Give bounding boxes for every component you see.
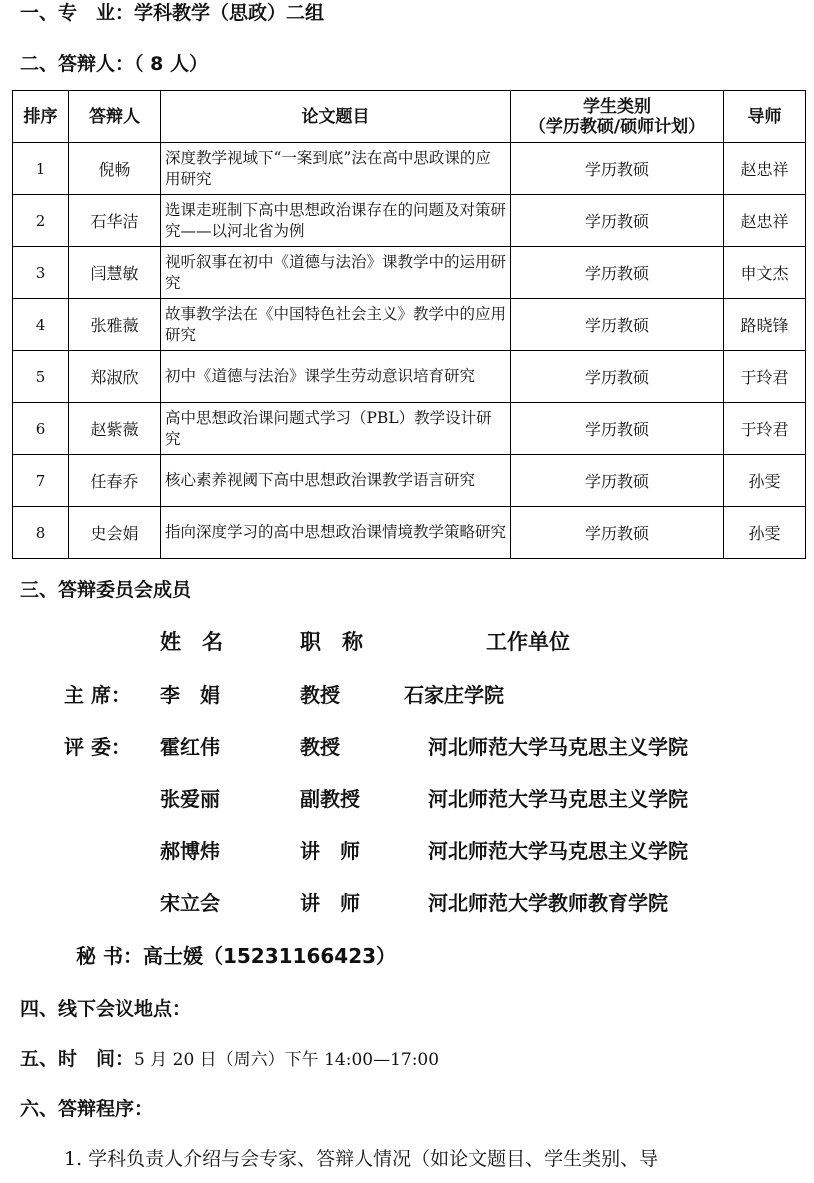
member-title: 讲 师	[300, 839, 360, 863]
cell-category: 学历教硕	[511, 247, 724, 299]
table-row	[13, 351, 806, 403]
header-category-label: 学生类别	[583, 96, 651, 117]
cell-advisor: 于玲君	[724, 351, 806, 403]
section-location-label: 四、线下会议地点：	[20, 998, 192, 1020]
header-category-sub: （学历教硕/硕师计划）	[528, 116, 706, 137]
cell-title: 指向深度学习的高中思想政治课情境教学策略研究	[161, 507, 511, 559]
thesis-table-header-row	[13, 91, 806, 143]
secretary-value: 高士媛（15231166423）	[142, 944, 397, 968]
header-advisor: 导师	[724, 91, 806, 143]
section-time-value: 5 月 20 日（周六）下午 14:00—17:00	[134, 1050, 440, 1070]
cell-order: 6	[13, 403, 69, 455]
section-time	[20, 1047, 439, 1072]
committee-header-title: 职 称	[300, 630, 363, 654]
thesis-table	[12, 90, 806, 559]
member-name: 张爱丽	[160, 787, 220, 811]
cell-advisor: 路晓锋	[724, 299, 806, 351]
cell-title: 选课走班制下高中思想政治课存在的问题及对策研究——以河北省为例	[161, 195, 511, 247]
member-unit: 河北师范大学马克思主义学院	[428, 839, 688, 863]
section-committee	[20, 578, 191, 602]
section-defenders-label: 二、答辩人：	[20, 53, 135, 75]
header-defender: 答辩人	[69, 91, 161, 143]
cell-title: 核心素养视阈下高中思想政治课教学语言研究	[161, 455, 511, 507]
cell-advisor: 申文杰	[724, 247, 806, 299]
cell-title: 视听叙事在初中《道德与法治》课教学中的运用研究	[161, 247, 511, 299]
member-unit: 河北师范大学教师教育学院	[428, 891, 668, 915]
cell-category: 学历教硕	[511, 195, 724, 247]
procedure-text: 1. 学科负责人介绍与会专家、答辩人情况（如论文题目、学生类别、导	[64, 1148, 659, 1170]
header-order: 排序	[13, 91, 69, 143]
chair-title: 教授	[300, 683, 340, 707]
committee-header-unit: 工作单位	[486, 630, 570, 654]
cell-category: 学历教硕	[511, 143, 724, 195]
table-row	[13, 247, 806, 299]
chair-role: 主 席：	[64, 683, 131, 707]
chair-unit: 石家庄学院	[404, 683, 504, 707]
cell-category: 学历教硕	[511, 403, 724, 455]
section-committee-label: 三、答辩委员会成员	[20, 579, 192, 601]
cell-advisor: 于玲君	[724, 403, 806, 455]
cell-order: 7	[13, 455, 69, 507]
header-category	[511, 91, 724, 143]
table-row	[13, 299, 806, 351]
cell-title: 深度教学视域下“一案到底”法在高中思政课的应用研究	[161, 143, 511, 195]
member-unit: 河北师范大学马克思主义学院	[428, 787, 688, 811]
secretary	[76, 944, 396, 968]
chair-name: 李 娟	[160, 683, 220, 707]
section-major-label: 一、专 业：	[20, 2, 135, 24]
cell-defender: 张雅薇	[69, 299, 161, 351]
cell-category: 学历教硕	[511, 455, 724, 507]
section-defenders-value: （ 8 人）	[134, 53, 208, 75]
cell-category: 学历教硕	[511, 507, 724, 559]
member-name: 宋立会	[160, 891, 220, 915]
cell-title: 故事教学法在《中国特色社会主义》教学中的应用研究	[161, 299, 511, 351]
header-title: 论文题目	[161, 91, 511, 143]
member-title: 副教授	[300, 787, 360, 811]
cell-advisor: 赵忠祥	[724, 195, 806, 247]
table-row	[13, 403, 806, 455]
table-row	[13, 195, 806, 247]
cell-defender: 闫慧敏	[69, 247, 161, 299]
cell-order: 5	[13, 351, 69, 403]
member-name: 霍红伟	[160, 735, 220, 759]
table-row	[13, 143, 806, 195]
cell-title: 高中思想政治课问题式学习（PBL）教学设计研究	[161, 403, 511, 455]
section-location	[20, 997, 191, 1021]
cell-defender: 史会娟	[69, 507, 161, 559]
cell-category: 学历教硕	[511, 351, 724, 403]
section-major	[20, 1, 324, 25]
cell-order: 4	[13, 299, 69, 351]
table-row	[13, 507, 806, 559]
cell-advisor: 孙雯	[724, 507, 806, 559]
member-title: 教授	[300, 735, 340, 759]
section-procedure	[20, 1097, 153, 1121]
cell-order: 1	[13, 143, 69, 195]
table-row	[13, 455, 806, 507]
secretary-label: 秘 书：	[76, 944, 143, 968]
cell-defender: 石华洁	[69, 195, 161, 247]
cell-order: 3	[13, 247, 69, 299]
cell-order: 8	[13, 507, 69, 559]
cell-title: 初中《道德与法治》课学生劳动意识培育研究	[161, 351, 511, 403]
cell-order: 2	[13, 195, 69, 247]
cell-defender: 赵紫薇	[69, 403, 161, 455]
section-procedure-label: 六、答辩程序：	[20, 1098, 154, 1120]
member-title: 讲 师	[300, 891, 360, 915]
section-time-label: 五、时 间：	[20, 1048, 135, 1070]
member-unit: 河北师范大学马克思主义学院	[428, 735, 688, 759]
cell-category: 学历教硕	[511, 299, 724, 351]
cell-defender: 郑淑欣	[69, 351, 161, 403]
committee-header-name: 姓 名	[160, 630, 223, 654]
member-name: 郝博炜	[160, 839, 220, 863]
cell-defender: 倪畅	[69, 143, 161, 195]
cell-defender: 任春乔	[69, 455, 161, 507]
cell-advisor: 赵忠祥	[724, 143, 806, 195]
cell-advisor: 孙雯	[724, 455, 806, 507]
section-defenders	[20, 52, 208, 76]
members-role: 评 委：	[64, 735, 131, 759]
section-major-value: 学科教学（思政）二组	[134, 2, 325, 24]
